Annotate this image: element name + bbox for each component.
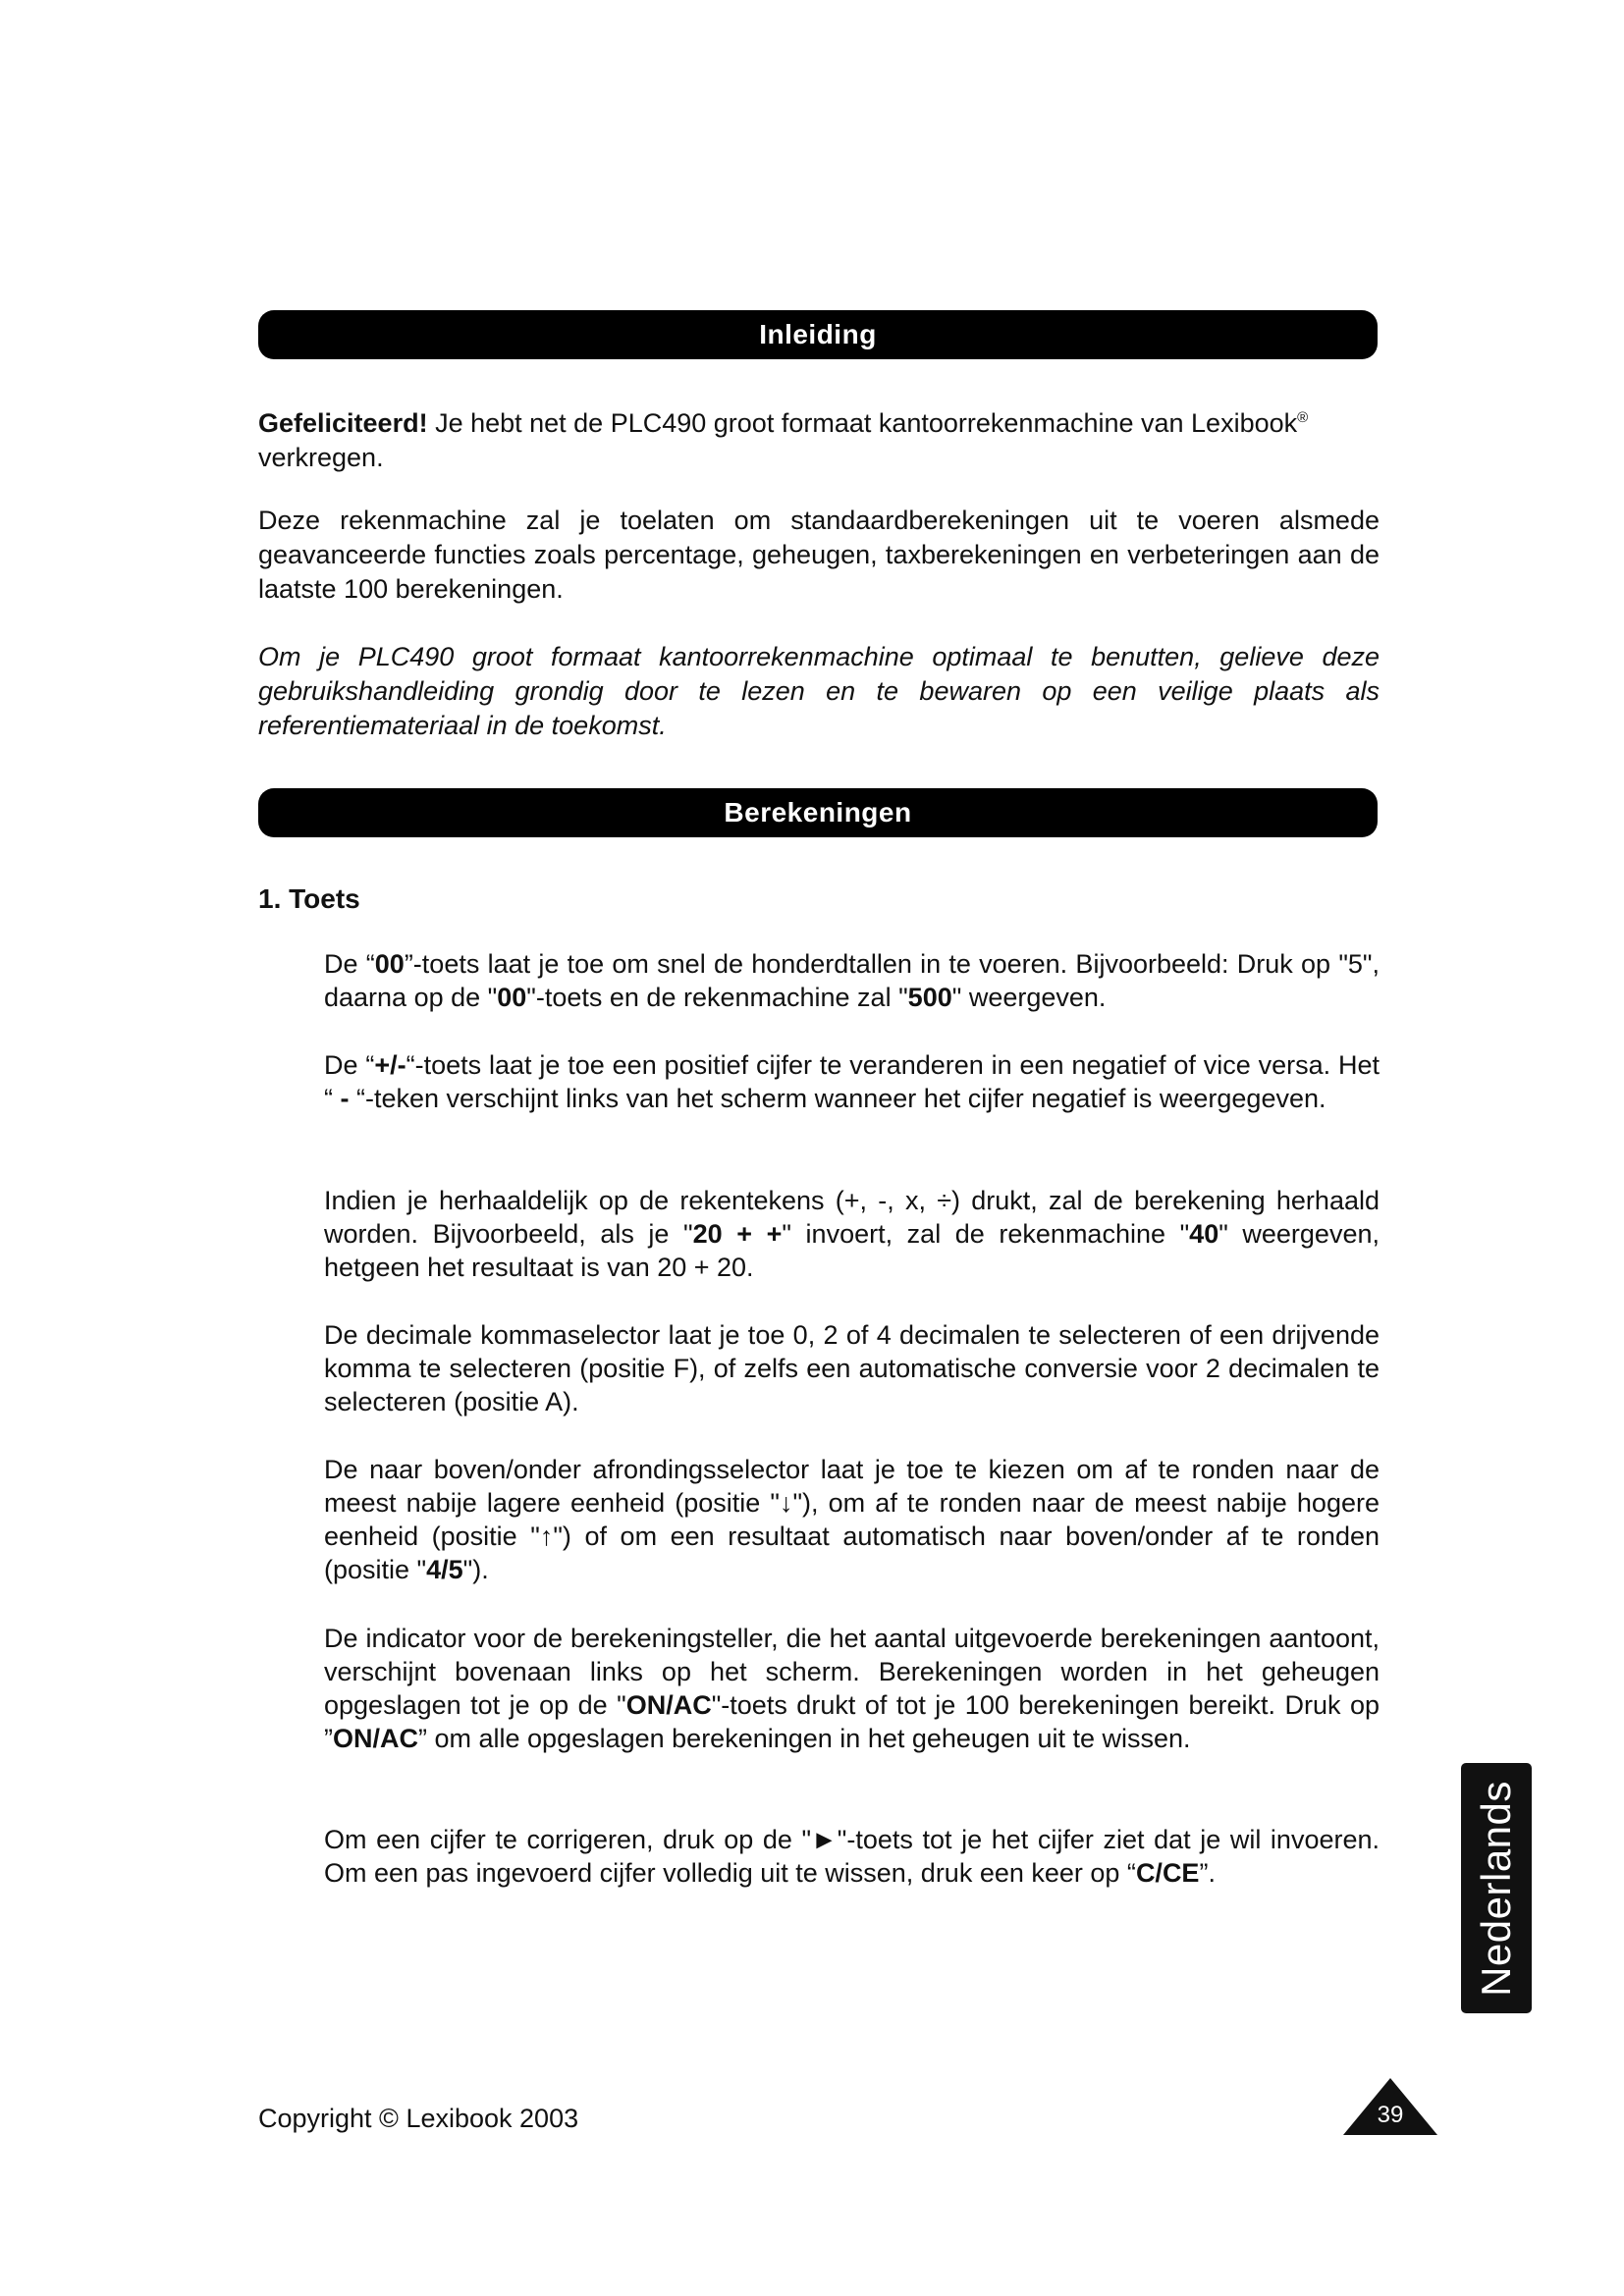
text-run: Indien je herhaaldelijk op de rekentekens (+, -, x, ÷) drukt, zal de berekening herhaald worden. Bijvoorbeeld, als je " [324,1186,1380,1249]
text-run: " weergeven, hetgeen het resultaat is van 20 + 20. [324,1219,1380,1282]
toets-paragraph-6 [324,1622,1380,1755]
intro-paragraph-3: Om je PLC490 groot formaat kantoorrekenmachine optimaal te benutten, gelieve deze gebruikshandleiding grondig door te lezen en te bewaren op een veilige plaats als referentiemateriaal in de toekomst. [258,642,1380,740]
page-number: 39 [1377,2102,1404,2128]
text-run: De “ [324,1050,375,1080]
text-run: "-toets en de rekenmachine zal " [526,983,908,1012]
section-title: Inleiding [759,319,877,349]
text-run: "). [462,1555,489,1584]
key-label: +/- [374,1050,406,1080]
text-run: ”-toets laat je toe om snel de honderdtallen in te voeren. Bijvoorbeeld: Druk op "5", daarna op de " [324,949,1380,1012]
result-value: 40 [1189,1219,1219,1249]
toets-paragraph-4: De decimale kommaselector laat je toe 0, 2 of 4 decimalen te selecteren of een drijvende komma te selecteren (positie F), of zelfs een automatische conversie voor 2 decimalen te selecteren (positie A). [324,1320,1380,1416]
toets-paragraph-5 [324,1453,1380,1586]
intro-text-end: verkregen. [258,443,384,472]
intro-text: Je hebt net de PLC490 groot formaat kantoorrekenmachine van Lexibook [427,408,1298,438]
key-label: C/CE [1135,1858,1200,1888]
toets-paragraph-1 [324,947,1380,1014]
toets-paragraph-2 [324,1048,1380,1115]
intro-paragraph-2: Deze rekenmachine zal je toelaten om standaardberekeningen uit te voeren alsmede geavanceerde functies zoals percentage, geheugen, taxberekeningen en verbeteringen aan de laatste 100 berekeningen. [258,506,1380,604]
text-run: "-toets drukt of tot je 100 berekeningen bereikt. Druk op ” [324,1690,1380,1753]
result-value: 500 [907,983,952,1012]
example-input: 20 + + [692,1219,783,1249]
section-header-berekeningen [258,788,1378,837]
minus-sign: - [340,1084,350,1113]
key-label: ON/AC [625,1690,712,1720]
key-label: 00 [497,983,527,1012]
copyright-text: Copyright © Lexibook 2003 [258,2104,579,2133]
section-header-inleiding [258,310,1378,359]
toets-paragraph-3 [324,1184,1380,1284]
language-tab-label: Nederlands [1473,1780,1519,1997]
text-run: " weergeven. [951,983,1107,1012]
text-run: “-teken verschijnt links van het scherm wanneer het cijfer negatief is weergegeven. [349,1084,1326,1113]
intro-paragraph-1 [258,406,1380,475]
registered-mark: ® [1297,409,1309,426]
key-label: ON/AC [333,1724,418,1753]
language-tab [1461,1763,1532,2013]
text-run: De naar boven/onder afrondingsselector laat je toe te kiezen om af te ronden naar de meest nabije lagere eenheid (positie "↓"), om af te ronden naar de meest nabije hogere eenheid (positie "↑") of om een resultaat automatisch naar boven/onder af te ronden (positie " [324,1455,1380,1584]
text-run: De indicator voor de berekeningsteller, die het aantal uitgevoerde berekeningen aantoont, verschijnt bovenaan links op het scherm. Berekeningen worden in het geheugen opgeslagen tot je op de " [324,1624,1380,1720]
section-title: Berekeningen [724,797,912,828]
text-run: ” om alle opgeslagen berekeningen in het geheugen uit te wissen. [418,1724,1191,1753]
subsection-heading-toets: 1. Toets [258,883,360,914]
key-label: 00 [374,949,405,979]
text-run: De “ [324,949,375,979]
text-run: ”. [1199,1858,1216,1888]
rounding-position: 4/5 [426,1555,463,1584]
congratulations-text: Gefeliciteerd! [258,408,428,438]
text-run: " invoert, zal de rekenmachine " [782,1219,1190,1249]
text-run: “-toets laat je toe een positief cijfer te veranderen in een negatief of vice versa. Het “ [324,1050,1380,1113]
toets-paragraph-7 [324,1823,1380,1890]
text-run: Om een cijfer te corrigeren, druk op de "►"-toets tot je het cijfer ziet dat je wil invoeren. Om een pas ingevoerd cijfer volledig uit te wissen, druk een keer op “ [324,1825,1380,1888]
